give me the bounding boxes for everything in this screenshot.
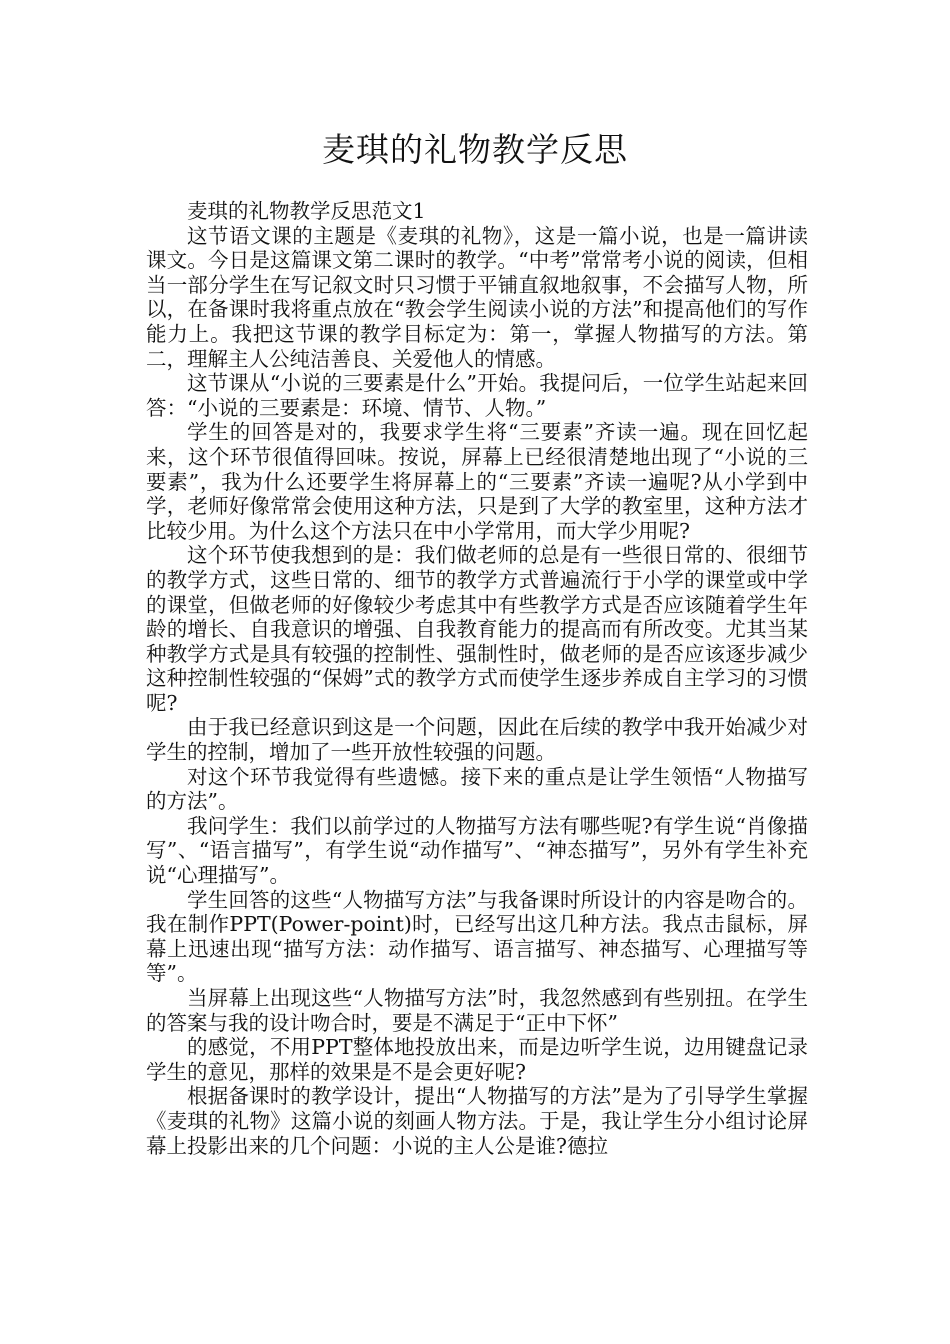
paragraph: 这节课从“小说的三要素是什么”开始。我提问后，一位学生站起来回答：“小说的三要素是：环境、情节、人物。” — [146, 371, 808, 420]
paragraph: 当屏幕上出现这些“人物描写方法”时，我忽然感到有些别扭。在学生的答案与我的设计吻合时，要是不满足于“正中下怀” — [146, 986, 808, 1035]
paragraph: 这个环节使我想到的是：我们做老师的总是有一些很日常的、很细节的教学方式，这些日常的、细节的教学方式普遍流行于小学的课堂或中学的课堂，但做老师的好像较少考虑其中有些教学方式是否应该随着学生年龄的增长、自我意识的增强、自我教育能力的提高而有所改变。尤其当某种教学方式是具有较强的控制性、强制性时，做老师的是否应该逐步减少这种控制性较强的“保姆”式的教学方式而使学生逐步养成自主学习的习惯呢? — [146, 543, 808, 715]
paragraph: 我问学生：我们以前学过的人物描写方法有哪些呢?有学生说“肖像描写”、“语言描写”，有学生说“动作描写”、“神态描写”，另外有学生补充说“心理描写”。 — [146, 813, 808, 888]
document-title: 麦琪的礼物教学反思 — [322, 130, 628, 169]
paragraph: 学生回答的这些“人物描写方法”与我备课时所设计的内容是吻合的。我在制作PPT(Power-point)时，已经写出这几种方法。我点击鼠标，屏幕上迅速出现“描写方法：动作描写、语言描写、神态描写、心理描写等等”。 — [146, 887, 808, 986]
paragraph: 对这个环节我觉得有些遗憾。接下来的重点是让学生领悟“人物描写的方法”。 — [146, 764, 808, 814]
paragraph: 的感觉，不用PPT整体地投放出来，而是边听学生说，边用键盘记录学生的意见，那样的效果是不是会更好呢? — [146, 1035, 808, 1084]
document-body — [146, 199, 808, 1158]
paragraph: 这节语文课的主题是《麦琪的礼物》，这是一篇小说，也是一篇讲读课文。今日是这篇课文第二课时的教学。“中考”常常考小说的阅读，但相当一部分学生在写记叙文时只习惯于平铺直叙地叙事，不会描写人物，所以，在备课时我将重点放在“教会学生阅读小说的方法”和提高他们的写作能力上。我把这节课的教学目标定为：第一，掌握人物描写的方法。第二，理解主人公纯洁善良、关爱他人的情感。 — [146, 223, 808, 371]
paragraph-subtitle: 麦琪的礼物教学反思范文1 — [187, 199, 426, 223]
paragraph: 由于我已经意识到这是一个问题，因此在后续的教学中我开始减少对学生的控制，增加了一些开放性较强的问题。 — [146, 715, 808, 765]
paragraph: 学生的回答是对的，我要求学生将“三要素”齐读一遍。现在回忆起来，这个环节很值得回味。按说，屏幕上已经很清楚地出现了“小说的三要素”，我为什么还要学生将屏幕上的“三要素”齐读一遍呢?从小学到中学，老师好像常常会使用这种方法，只是到了大学的教室里，这种方法才比较少用。为什么这个方法只在中小学常用，而大学少用呢? — [146, 420, 808, 543]
paragraph: 根据备课时的教学设计，提出“人物描写的方法”是为了引导学生掌握《麦琪的礼物》这篇小说的刻画人物方法。于是，我让学生分小组讨论屏幕上投影出来的几个问题：小说的主人公是谁?德拉 — [146, 1084, 808, 1158]
